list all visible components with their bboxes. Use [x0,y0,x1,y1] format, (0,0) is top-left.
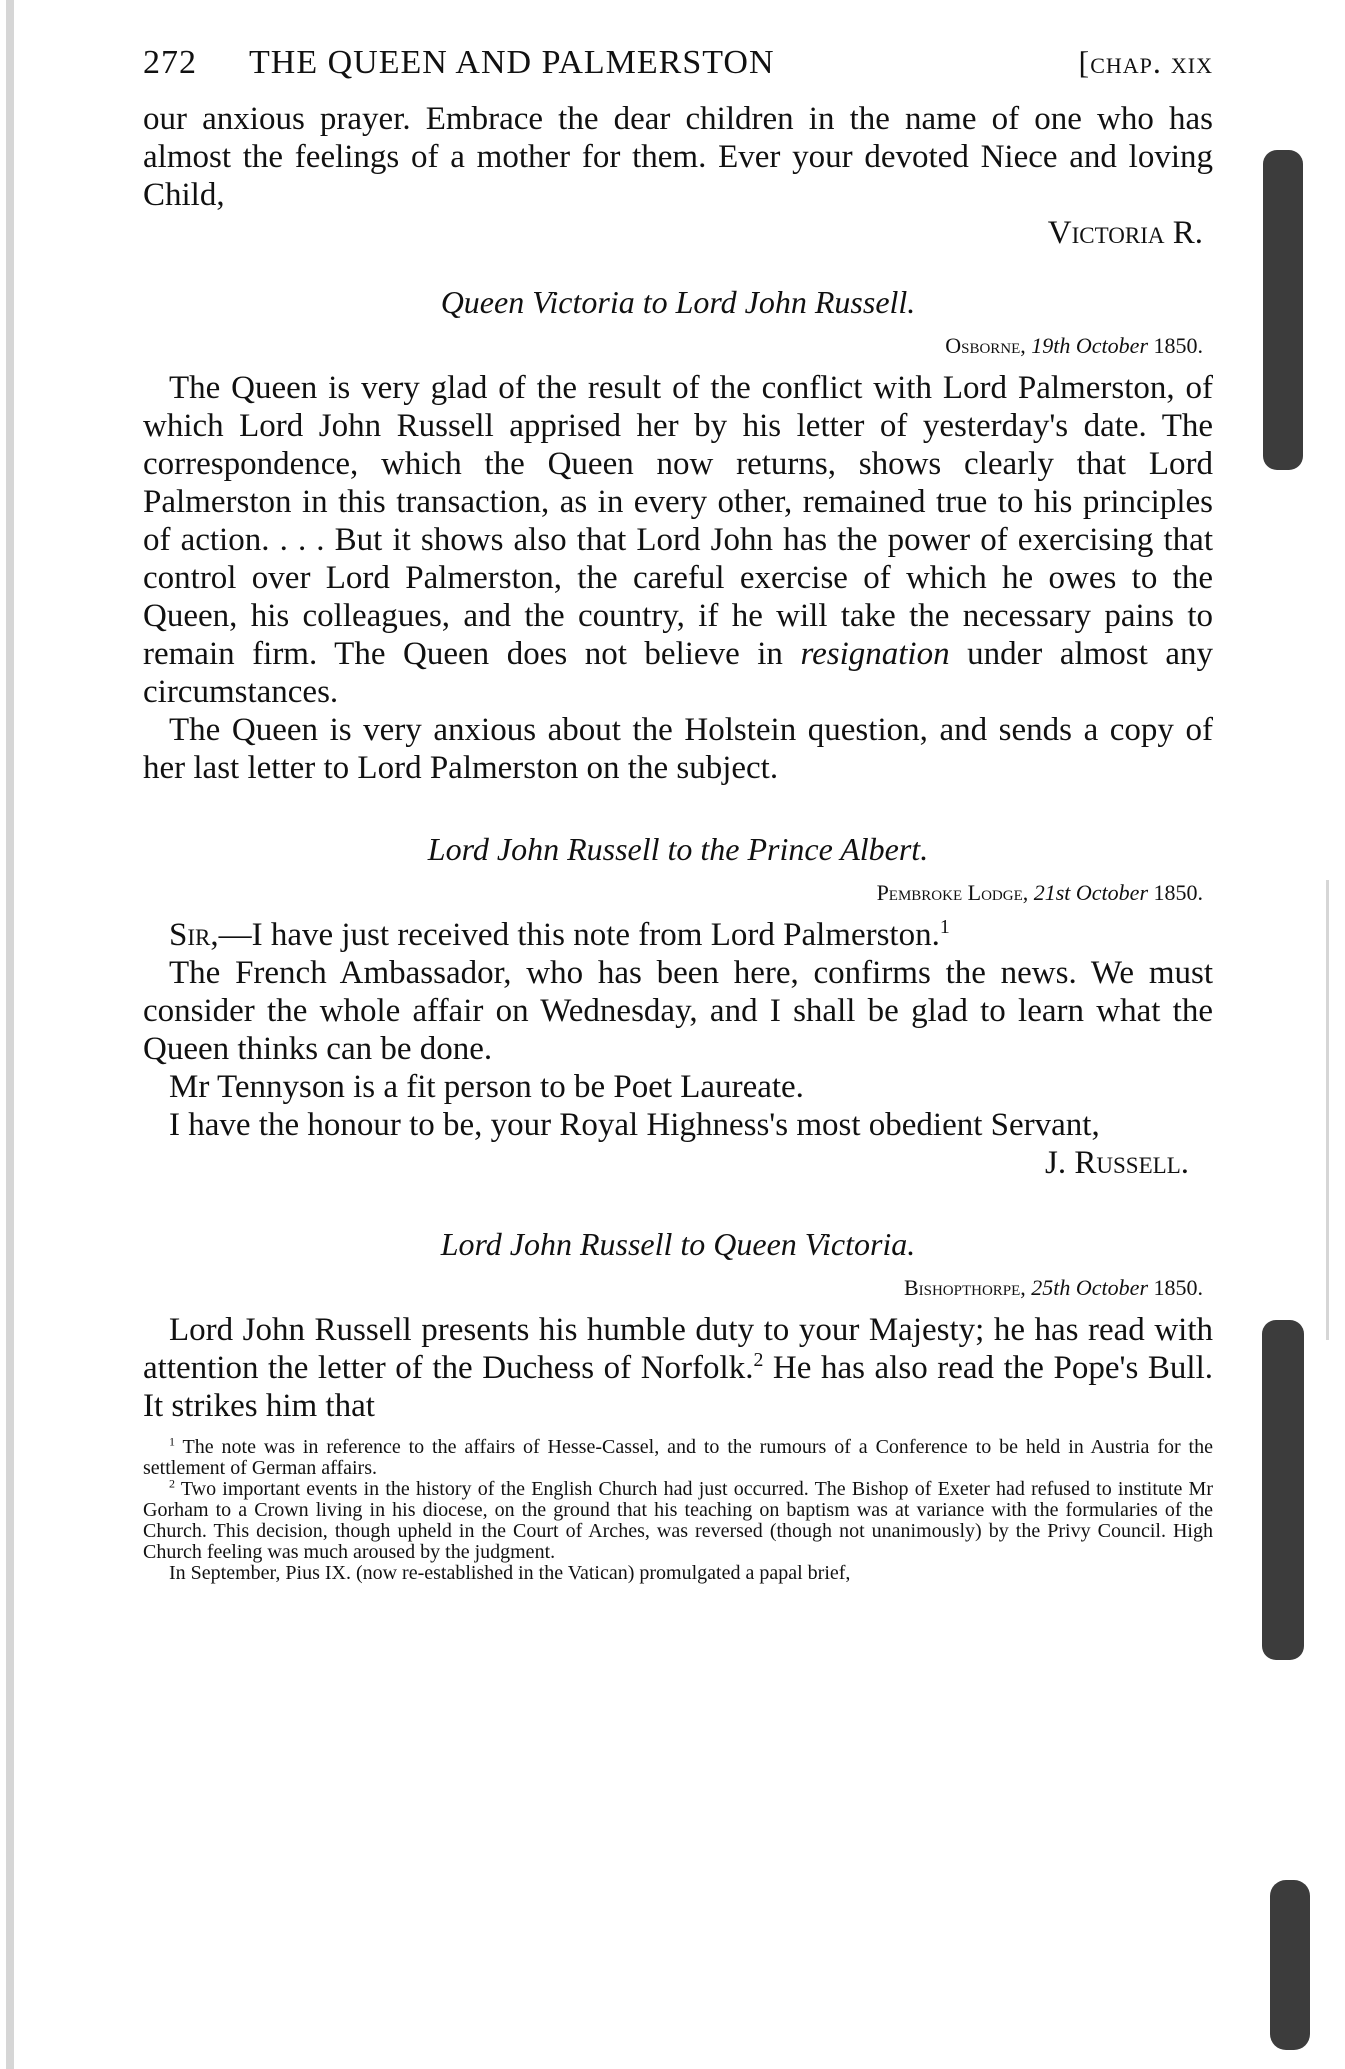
letter3-place: Bishopthorpe, [903,1275,1026,1300]
footnote-1-mark: 1 [169,1434,175,1449]
letter1-title: Queen Victoria to Lord John Russell. [440,284,916,320]
letter2-salutation: Sir, [169,917,219,953]
letter3-p1-b: He has also read the Pope's Bull. It strikes him that [143,1350,1213,1424]
footnote-1-text: The note was in reference to the affairs of Hesse-Cassel, and to the rumours of a Conference to be held in Austria for the settlement of German affairs. [143,1436,1213,1479]
letter2-year: 1850. [1153,880,1203,905]
letter2-dateline [143,880,1203,906]
footnote-2-text: Two important events in the history of the English Church had just occurred. The Bishop of Exeter had refused to institute Mr Gorham to a Crown living in his diocese, on the ground that his teaching on baptism was at variance with the formularies of the Church. This decision, though upheld in the Court of Arches, was reversed (though not unanimously) by the Privy Council. High Church feeling was much aroused by the judgment. [143,1478,1213,1563]
page-number: 272 [143,44,197,81]
footnote-2-continuation: In September, Pius IX. (now re-established in the Vatican) promulgated a papal brief, [169,1562,851,1584]
letter1-paragraph-2: The Queen is very anxious about the Holstein question, and sends a copy of her last letter to Lord Palmerston on the subject. [143,712,1213,786]
letter2-paragraph-3: Mr Tennyson is a fit person to be Poet Laureate. [169,1069,804,1105]
letter1-p1-a: The Queen is very glad of the result of the conflict with Lord Palmerston, of which Lord John Russell apprised her by his letter of yesterday's date. The correspondence, which the Queen now returns, shows clearly that Lord Palmerston in this transaction, as in every other, remained true to his principles of action. . . . But it shows also that Lord John has the power of exercising that control over Lord Palmerston, the careful exercise of which he owes to the Queen, his colleagues, and the country, if he will take the necessary pains to remain firm. The Queen does not believe in [143,370,1213,672]
letter1-place: Osborne, [945,333,1026,358]
letter3-date: 25th October [1031,1275,1148,1300]
letter1-date: 19th October [1031,333,1148,358]
letter1-p1-b: under almost any circumstances. [143,636,1213,710]
scan-edge-mark-bottom [1270,1880,1310,2050]
scan-edge-dots-left [6,0,14,2069]
letter2-place: Pembroke Lodge, [876,880,1029,905]
letter1-dateline [143,333,1203,359]
opening-signature-line [143,214,1213,252]
running-header [143,44,1213,100]
footnote-2-mark: 2 [169,1476,175,1491]
letter2-paragraph-1 [143,916,1213,954]
scan-edge-line-right [1326,880,1329,1340]
footnote-1 [143,1434,1213,1479]
letter2-paragraph-4: I have the honour to be, your Royal Highness's most obedient Servant, [169,1107,1100,1143]
footnote-ref-1: 1 [939,916,950,938]
opening-paragraph [143,100,1213,214]
letter3-title: Lord John Russell to Queen Victoria. [440,1226,916,1262]
letter2-signature: J. Russell. [1045,1145,1189,1181]
footnotes [143,1434,1213,1584]
opening-text: our anxious prayer. Embrace the dear children in the name of one who has almost the feelings of a mother for them. Ever your devoted Niece and loving Child, [143,101,1213,213]
letter2-p1: —I have just received this note from Lord Palmerston. [218,917,940,953]
letter2-title: Lord John Russell to the Prince Albert. [427,831,929,867]
letter2-paragraph-2: The French Ambassador, who has been here, confirms the news. We must consider the whole affair on Wednesday, and I shall be glad to learn what the Queen thinks can be done. [143,955,1213,1067]
letter3-paragraph-1 [143,1311,1213,1425]
page-body [143,44,1213,1584]
scan-edge-mark-top [1263,150,1303,470]
scan-edge-mark-middle [1262,1320,1304,1660]
chapter-label: [chap. xix [1078,44,1213,80]
letter1-paragraph-1 [143,369,1213,711]
letter3-year: 1850. [1153,1275,1203,1300]
letter2-signature-line [143,1144,1213,1182]
footnote-2 [143,1476,1213,1563]
opening-signature: Victoria R. [1047,215,1203,251]
letter2-date: 21st October [1033,880,1148,905]
letter3-p1-a: Lord John Russell presents his humble duty to your Majesty; he has read with attention the letter of the Duchess of Norfolk. [143,1312,1213,1386]
letter1-year: 1850. [1153,333,1203,358]
letter1-p1-emphasis: resignation [800,636,950,672]
footnote-ref-2: 2 [753,1349,764,1371]
letter3-dateline [143,1275,1203,1301]
running-title: THE QUEEN AND PALMERSTON [249,44,775,81]
